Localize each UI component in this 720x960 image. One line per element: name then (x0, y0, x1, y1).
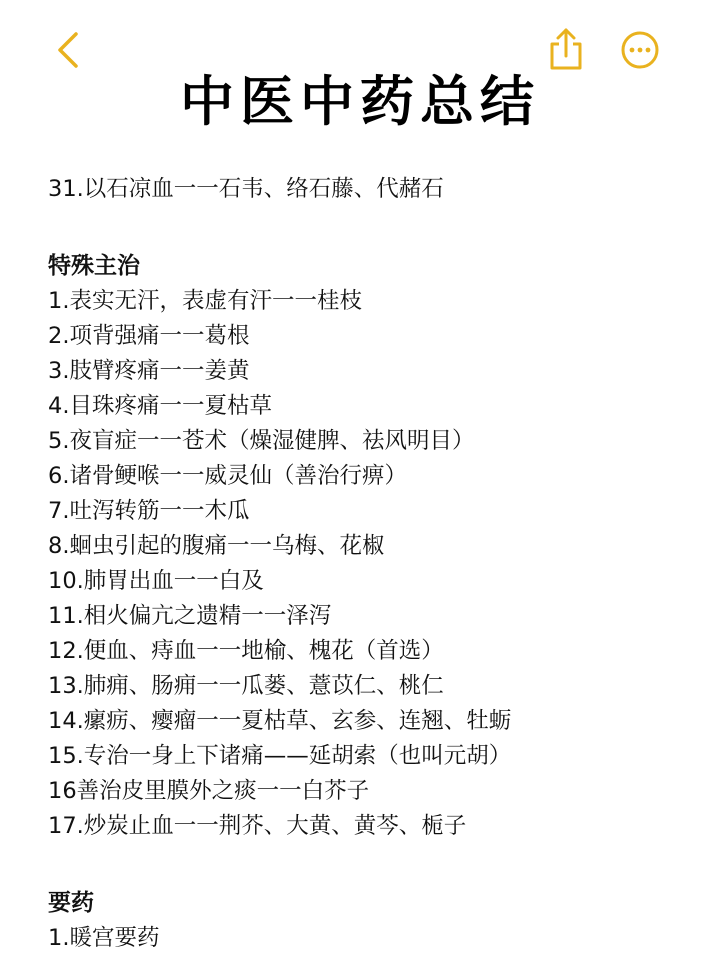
list-item: 11.相火偏亢之遗精一一泽泻 (48, 603, 332, 629)
list-item: 16善治皮里膜外之痰一一白芥子 (48, 778, 370, 804)
blank-line (48, 207, 708, 249)
list-item: 2.项背强痛一一葛根 (48, 323, 250, 349)
list-item: 8.蛔虫引起的腹痛一一乌梅、花椒 (48, 533, 385, 559)
note-title: 中医中药总结 (180, 70, 540, 133)
note-body[interactable] (48, 172, 708, 956)
list-item: 13.肺痈、肠痈一一瓜蒌、薏苡仁、桃仁 (48, 673, 444, 699)
list-item: 7.吐泻转筋一一木瓜 (48, 498, 250, 524)
list-item: 3.肢臂疼痛一一姜黄 (48, 358, 250, 384)
list-item: 17.炒炭止血一一荆芥、大黄、黄芩、栀子 (48, 813, 467, 839)
more-button[interactable] (620, 30, 660, 70)
list-item: 14.瘰疬、瘿瘤一一夏枯草、玄参、连翘、牡蛎 (48, 708, 512, 734)
more-icon (620, 30, 660, 70)
list-item: 4.目珠疼痛一一夏枯草 (48, 393, 272, 419)
blank-line (48, 844, 708, 886)
section-heading-special: 特殊主治 (48, 253, 140, 279)
list-item: 5.夜盲症一一苍术（燥湿健脾、祛风明目） (48, 428, 475, 454)
list-item: 12.便血、痔血一一地榆、槐花（首选） (48, 638, 444, 664)
list-item: 10.肺胃出血一一白及 (48, 568, 264, 594)
list-item: 15.专治一身上下诸痛——延胡索（也叫元胡） (48, 743, 512, 769)
list-item-partial: 1.暖宫要药 (48, 925, 160, 951)
note-line-first: 31.以石凉血一一石韦、络石藤、代赭石 (48, 176, 444, 202)
list-item: 6.诸骨鲠喉一一威灵仙（善治行痹） (48, 463, 407, 489)
section-heading-key-drugs: 要药 (48, 890, 94, 916)
list-item: 1.表实无汗，表虚有汗一一桂枝 (48, 288, 362, 314)
